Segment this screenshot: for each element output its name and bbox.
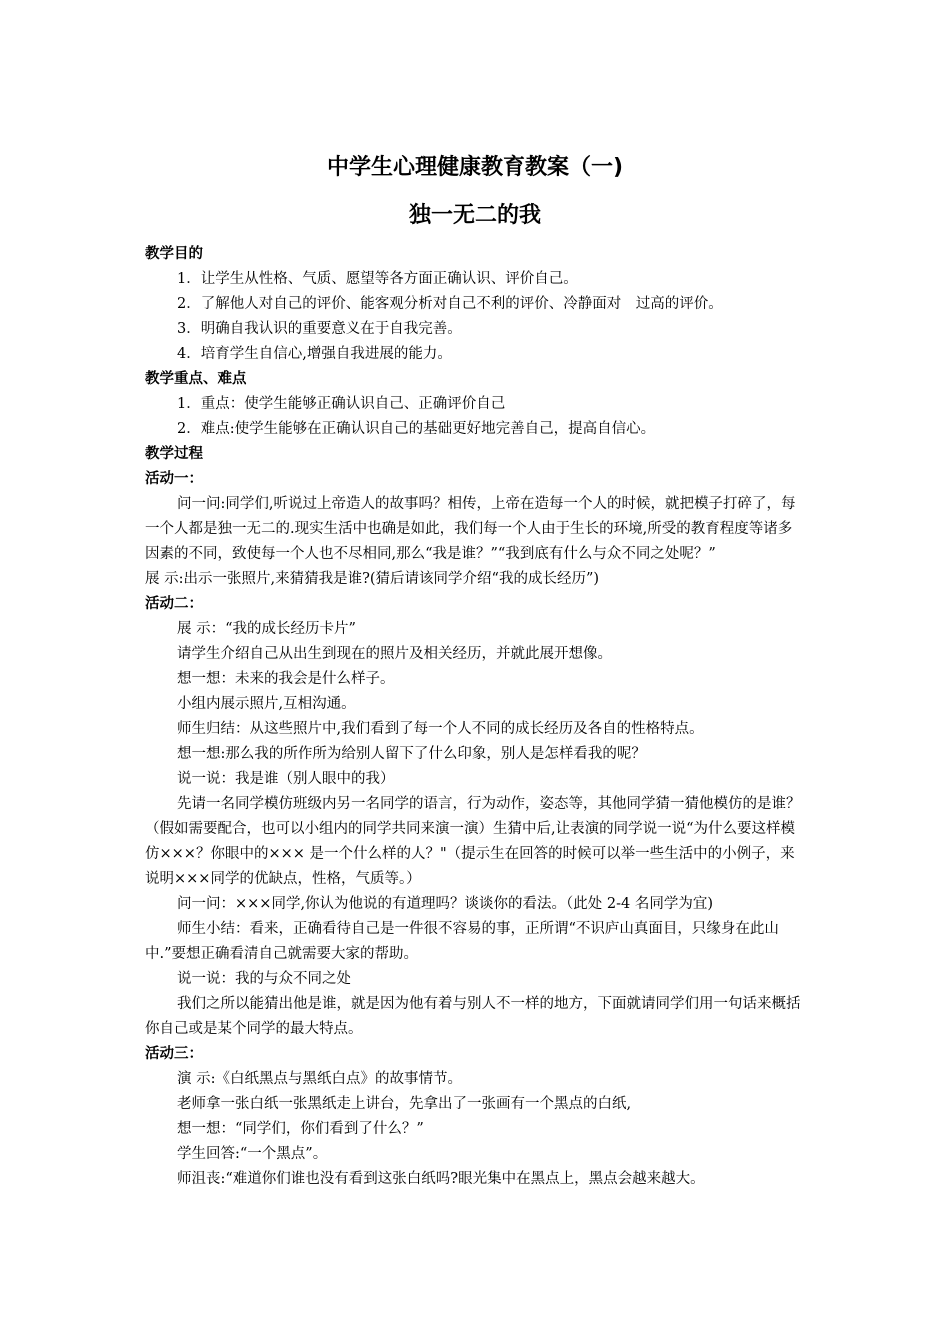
activity-paragraph: 老师拿一张白纸一张黑纸走上讲台，先拿出了一张画有一个黑点的白纸, — [177, 1096, 632, 1112]
activity-paragraph: 师生归结：从这些照片中,我们看到了每一个人不同的成长经历及各自的性格特点。 — [177, 721, 704, 737]
document-title: 中学生心理健康教育教案（一) — [326, 155, 624, 180]
activity-paragraph: 展 示：“我的成长经历卡片” — [177, 621, 356, 637]
activity-paragraph: 师生小结：看来，正确看待自己是一件很不容易的事，正所谓“不识庐山真面目，只缘身在此山中.”要想正确看清自己就需要大家的帮助。 — [145, 921, 779, 962]
activity-heading-1: 活动一： — [145, 471, 203, 487]
activity-paragraph: 请学生介绍自己从出生到现在的照片及相关经历，并就此展开想像。 — [177, 646, 612, 662]
goal-item: 1．让学生从性格、气质、愿望等各方面正确认识、评价自己。 — [177, 271, 578, 287]
key-point-item: 2．难点:使学生能够在正确认识自己的基础更好地完善自己，提高自信心。 — [177, 421, 656, 437]
section-heading-goals: 教学目的 — [145, 246, 203, 262]
activity-paragraph: 师沮丧:“难道你们谁也没有看到这张白纸吗?眼光集中在黑点上，黑点会越来越大。 — [177, 1171, 705, 1187]
goal-item: 4．培育学生自信心,增强自我进展的能力。 — [177, 346, 452, 362]
activity-heading-2: 活动二： — [145, 596, 203, 612]
activity-paragraph: 我们之所以能猜出他是谁，就是因为他有着与别人不一样的地方，下面就请同学们用一句话来概括你自己或是某个同学的最大特点。 — [145, 996, 801, 1037]
activity-paragraph: 问一问：×××同学,你认为他说的有道理吗？谈谈你的看法。（此处 2-4 名同学为宜) — [177, 896, 714, 912]
activity-paragraph: 先请一名同学模仿班级内另一名同学的语言，行为动作，姿态等，其他同学猜一猜他模仿的是谁？（假如需要配合，也可以小组内的同学共同来演一演）生猜中后,让表演的同学说一说“为什么要这样模仿×××？你眼中的××× 是一个什么样的人？"（提示生在回答的时候可以举一些生活中的小例子，来说明×××同学的优缺点，性格，气质等。） — [145, 796, 801, 887]
activity-paragraph: 演 示:《白纸黑点与黑纸白点》的故事情节。 — [177, 1071, 462, 1087]
document-subtitle: 独一无二的我 — [408, 203, 541, 228]
activity-paragraph: 说一说：我是谁（别人眼中的我） — [177, 771, 395, 787]
goal-item: 3．明确自我认识的重要意义在于自我完善。 — [177, 321, 462, 337]
activity-paragraph: 小组内展示照片,互相沟通。 — [177, 696, 356, 712]
activity-paragraph: 学生回答:“一个黑点”。 — [177, 1146, 328, 1162]
activity-heading-3: 活动三： — [145, 1046, 203, 1062]
activity-paragraph: 想一想:那么我的所作所为给别人留下了什么印象，别人是怎样看我的呢？ — [177, 746, 646, 762]
document-page — [145, 150, 805, 1192]
activity-paragraph: 展 示:出示一张照片,来猜猜我是谁?(猜后请该同学介绍“我的成长经历”) — [145, 571, 600, 587]
activity-paragraph: 说一说：我的与众不同之处 — [177, 971, 351, 987]
activity-paragraph: 问一问:同学们,听说过上帝造人的故事吗？相传，上帝在造每一个人的时候，就把模子打碎了，每一个人都是独一无二的.现实生活中也确是如此，我们每一个人由于生长的环境,所受的教育程度等诸多因素的不同，致使每一个人也不尽相同,那么“我是谁？”“我到底有什么与众不同之处呢？” — [145, 496, 796, 562]
key-point-item: 1．重点：使学生能够正确认识自己、正确评价自己 — [177, 396, 506, 412]
section-heading-process: 教学过程 — [145, 446, 203, 462]
activity-paragraph: 想一想：“同学们，你们看到了什么？” — [177, 1121, 424, 1137]
section-heading-key-points: 教学重点、难点 — [145, 371, 247, 387]
activity-paragraph: 想一想：未来的我会是什么样子。 — [177, 671, 395, 687]
goal-item: 2．了解他人对自己的评价、能客观分析对自己不利的评价、冷静面对 过高的评价。 — [177, 296, 723, 312]
